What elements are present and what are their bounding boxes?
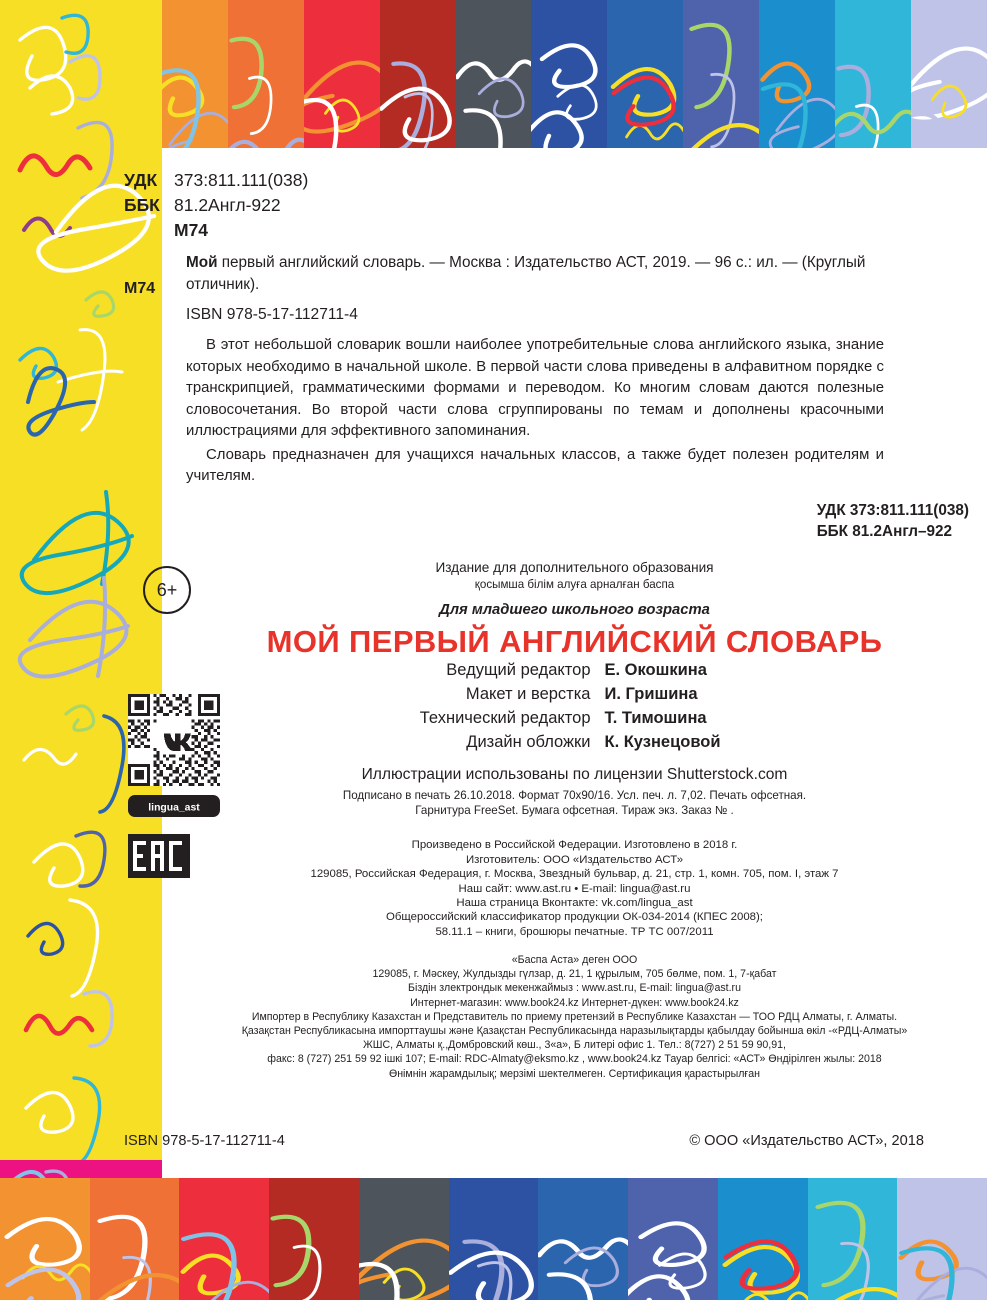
citation-isbn: ISBN 978-5-17-112711-4 — [186, 306, 358, 323]
stripe-script-letters-icon — [911, 0, 987, 148]
maker-line-1: Произведено в Российской Федерации. Изготовлено в 2018 г. — [411, 839, 738, 851]
credit-role: Макет и верстка — [465, 685, 591, 703]
decorative-stripe — [538, 1178, 628, 1300]
stripe-script-letters-icon — [531, 0, 607, 148]
stripe-script-letters-icon — [90, 1178, 180, 1300]
credit-row — [162, 730, 987, 754]
footer-copyright: © ООО «Издательство АСТ», 2018 — [689, 1133, 924, 1149]
stripe-script-letters-icon — [359, 1178, 449, 1300]
vk-handle-label: lingua_ast — [148, 802, 200, 814]
maker-line-3: 129085, Российская Федерация, г. Москва, Звездный бульвар, д. 21, стр. 1, комн. 705, пом. I, этаж 7 — [310, 868, 839, 880]
udk-value: 373:811.111(038) — [174, 170, 309, 190]
decorative-stripe — [759, 0, 835, 148]
kazakh-line-6: Қазақстан Республикасына импорттаушы және Қазақстан Республикасында наразылықтарды қабылдау бойынша өкіл -«РДЦ-Алматы» — [241, 1025, 908, 1038]
okp-classifier-block — [162, 910, 987, 940]
catalog-codes-right — [817, 500, 969, 542]
decorative-stripe — [359, 1178, 449, 1300]
udk-row — [124, 168, 308, 193]
credits-block — [162, 658, 987, 784]
kazakh-legal-block — [102, 953, 987, 1081]
stripe-script-letters-icon — [808, 1178, 898, 1300]
print-info-block — [162, 788, 987, 818]
age-rating-label: 6+ — [156, 579, 178, 600]
stripe-script-letters-icon — [538, 1178, 628, 1300]
decorative-stripe — [835, 0, 911, 148]
decorative-stripe — [269, 1178, 359, 1300]
okp-line-2: 58.11.1 – книги, брошюры печатные. ТР ТС 007/2011 — [435, 926, 714, 938]
citation-title-bold: Мой — [186, 254, 218, 271]
stripe-script-letters-icon — [269, 1178, 359, 1300]
credit-name: Т. Тимошина — [604, 709, 707, 727]
udk-label: УДК — [124, 170, 158, 190]
credit-row — [162, 682, 987, 706]
stripe-script-letters-icon — [759, 0, 835, 148]
illustrations-credit: Иллюстрации использованы по лицензии Shutterstock.com — [361, 766, 788, 783]
abstract-block — [186, 335, 884, 488]
stripe-script-letters-icon — [835, 0, 911, 148]
okp-line-1: Общероссийский классификатор продукции ОК-034-2014 (КПЕС 2008); — [386, 911, 763, 923]
abstract-paragraph-2: Словарь предназначен для учащихся начальных классов, а также будет полезен родителям и учителям. — [186, 446, 884, 484]
credit-role: Дизайн обложки — [466, 733, 591, 751]
kazakh-line-8: факс: 8 (727) 251 59 92 ішкі 107; E-mail: RDC-Almaty@eksmo.kz , www.book24.kz Тауар белгісі: «АСТ» Өндірілген жылы: 2018 — [267, 1053, 882, 1066]
audience-line: Для младшего школьного возраста — [439, 602, 710, 618]
print-info-line-2: Гарнитура FreeSet. Бумага офсетная. Тираж экз. Заказ № . — [415, 804, 734, 817]
abstract-paragraph-1: В этот небольшой словарик вошли наиболее употребительные слова английского языка, знание которых необходимо в начальной школе. В первой части слова приведены в алфавитном порядке с транскрипцией, грамматическими формами и переводом. Ко многим словам даются полезные словосочетания. Во второй части слова сгруппированы по темам и дополнены красочными иллюстрациями для эффективного запоминания. — [186, 337, 884, 439]
stripe-script-letters-icon — [449, 1178, 539, 1300]
stripe-script-letters-icon — [718, 1178, 808, 1300]
eac-conformity-mark-icon — [128, 834, 190, 878]
catalog-codes-block — [124, 168, 308, 243]
marks-area — [128, 694, 220, 883]
bbk-row — [124, 193, 308, 218]
bbk-label: ББК — [124, 195, 160, 215]
footer-isbn: ISBN 978-5-17-112711-4 — [124, 1133, 285, 1149]
imprint-content — [124, 148, 987, 1178]
decorative-stripe — [228, 0, 304, 148]
bottom-decorative-stripe-band — [0, 1178, 987, 1300]
maker-line-2: Изготовитель: ООО «Издательство АСТ» — [465, 853, 684, 866]
decorative-stripe — [808, 1178, 898, 1300]
decorative-stripe — [449, 1178, 539, 1300]
edition-type-ru: Издание для дополнительного образования — [435, 560, 714, 575]
decorative-stripe — [0, 1178, 90, 1300]
decorative-stripe — [179, 1178, 269, 1300]
credit-role: Технический редактор — [419, 709, 591, 727]
stripe-script-letters-icon — [179, 1178, 269, 1300]
stripe-script-letters-icon — [607, 0, 683, 148]
decorative-stripe — [531, 0, 607, 148]
citation-block — [124, 252, 884, 488]
kazakh-line-3: Біздін злектрондык мекенжаймыз : www.ast.ru, E-mail: lingua@ast.ru — [408, 982, 741, 995]
citation-side-code: М74 — [124, 280, 156, 297]
decorative-stripe — [628, 1178, 718, 1300]
kazakh-line-2: 129085, г. Мәскеу, Жулдызды гүлзар, д. 21, 1 құрылым, 705 бөлме, пом. 1, 7-қабат — [372, 968, 777, 981]
credit-name: И. Гришина — [604, 685, 698, 703]
decorative-stripe — [152, 0, 228, 148]
stripe-script-letters-icon — [456, 0, 532, 148]
credit-name: К. Кузнецовой — [604, 733, 721, 751]
decorative-stripe — [90, 1178, 180, 1300]
credit-row — [162, 706, 987, 730]
maker-line-5: Наша страница Вконтакте: vk.com/lingua_ast — [456, 897, 693, 909]
decorative-stripe — [380, 0, 456, 148]
kazakh-line-9: Өнімнін жарамдылық; мерзімі шектелмеген. Сертификация қарастырылған — [388, 1067, 761, 1080]
kazakh-line-1: «Баспа Аста» деген ООО — [511, 954, 638, 966]
credit-name: Е. Окошкина — [604, 661, 707, 679]
stripe-script-letters-icon — [152, 0, 228, 148]
decorative-stripe — [897, 1178, 987, 1300]
stripe-script-letters-icon — [628, 1178, 718, 1300]
qr-code-vk-icon — [128, 694, 220, 786]
bbk-right-value: ББК 81.2Англ–922 — [816, 523, 953, 540]
udk-right-value: УДК 373:811.111(038) — [816, 502, 969, 519]
decorative-stripe — [911, 0, 987, 148]
kazakh-line-7: ЖШС, Алматы қ.,Домбровский көш., 3«а», Б литері офис 1. Тел.: 8(727) 2 51 59 90,91, — [363, 1039, 786, 1052]
decorative-stripe — [607, 0, 683, 148]
maker-info-block — [162, 838, 987, 911]
stripe-script-letters-icon — [228, 0, 304, 148]
stripe-script-letters-icon — [380, 0, 456, 148]
decorative-stripe — [304, 0, 380, 148]
vk-handle-badge — [128, 795, 220, 817]
citation-title-rest: первый английский словарь. — Москва : Издательство АСТ, 2019. — 96 с.: ил. — (Круглый отличник). — [186, 254, 866, 293]
decorative-stripe — [718, 1178, 808, 1300]
kazakh-line-4: Интернет-магазин: www.book24.kz Интернет-дүкен: www.book24.kz — [410, 996, 739, 1009]
kazakh-line-5: Импортер в Республику Казахстан и Представитель по приему претензий в Республике Казахстан — ТОО РДЦ Алматы, г. Алматы. — [251, 1010, 898, 1023]
bbk-value: 81.2Англ-922 — [174, 195, 281, 215]
print-info-line-1: Подписано в печать 26.10.2018. Формат 70x90/16. Усл. печ. л. 7,02. Печать офсетная. — [342, 789, 807, 802]
edition-type-kz: қосымша білім алуға арналған баспа — [474, 578, 675, 591]
book-title: МОЙ ПЕРВЫЙ АНГЛИЙСКИЙ СЛОВАРЬ — [266, 624, 883, 659]
stripe-script-letters-icon — [0, 1178, 90, 1300]
citation-text — [186, 252, 884, 296]
credit-row — [162, 658, 987, 682]
stripe-script-letters-icon — [897, 1178, 987, 1300]
author-code: М74 — [174, 220, 209, 240]
decorative-stripe — [456, 0, 532, 148]
stripe-script-letters-icon — [683, 0, 759, 148]
page-footer — [124, 1133, 924, 1149]
credit-role: Ведущий редактор — [446, 661, 591, 679]
decorative-stripe — [683, 0, 759, 148]
imprint-header-block — [162, 560, 987, 660]
stripe-script-letters-icon — [304, 0, 380, 148]
maker-line-4: Наш сайт: www.ast.ru • E-mail: lingua@ast.ru — [458, 882, 691, 895]
